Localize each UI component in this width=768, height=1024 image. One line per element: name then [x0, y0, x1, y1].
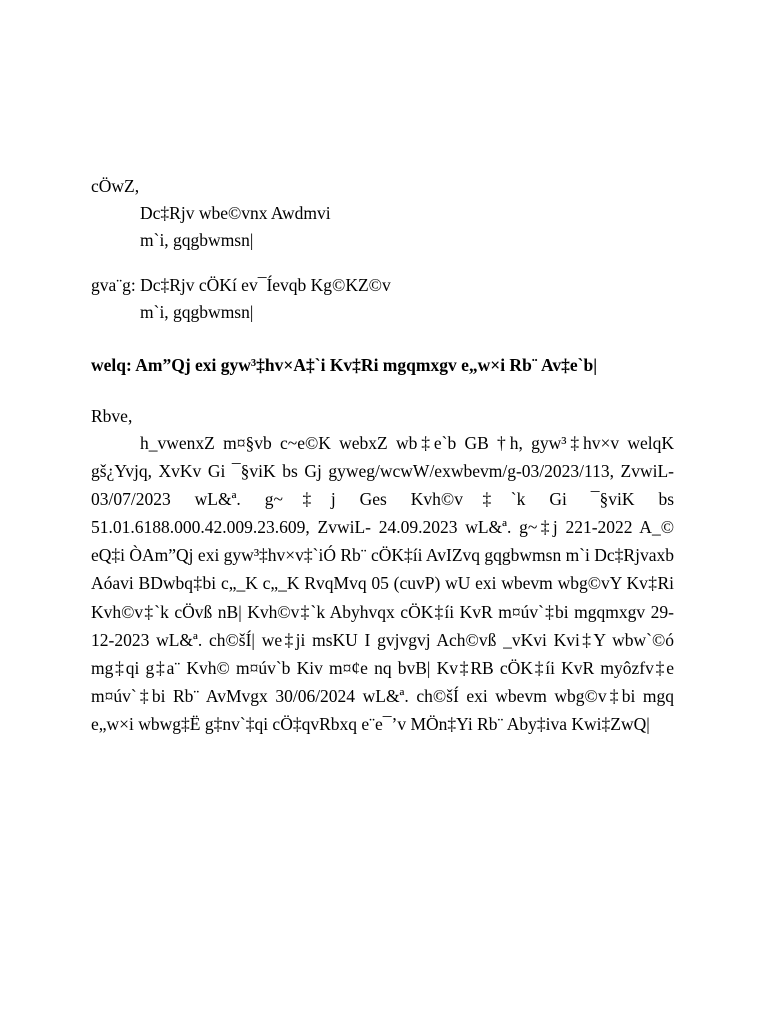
to-label: cÖwZ,	[91, 176, 140, 196]
via-line: gva¨g: Dc‡Rjv cÖKí ev¯Íevqb Kg©KZ©v	[91, 275, 391, 295]
body-paragraph: h_vwenxZ m¤§vb c~e©K webxZ wb‡e`b GB †h, gyw³‡hv×v welqK gš¿Yvjq, XvKv Gi ¯§viK bs Gj gyweg/wcwW/exwbevm/g-03/2023/113, ZvwiL-03/07/2023 wL&ª. g~‡j Ges Kvh©v‡`k Gi ¯§viK bs 51.01.6188.000.42.009.23.609, ZvwiL- 24.09.2023 wL&ª. g~‡j 221-2022 A_© eQ‡i ÒAm”Qj exi gyw³‡hv×v‡`iÓ Rb¨ cÖK‡íi AvIZvq gqgbwmsn m`i Dc‡Rjvaxb Aóavi BDwbq‡bi c„_K c„_K RvqMvq 05 (cuvP) wU exi wbevm wbg©vY Kv‡Ri Kvh©v‡`k cÖvß nB| Kvh©v‡`k Abyhvqx cÖK‡íi KvR m¤úv`‡bi mgqmxgv 29-12-2023 wL&ª. ch©šÍ| we‡ji msKU I gvjvgvj Ach©vß _vKvi Kvi‡Y wbw`©ó mg‡qi g‡a¨ Kvh© m¤úv`b Kiv m¤¢e nq bvB| Kv‡RB cÖK‡íi KvR myôzfv‡e m¤úv`‡bi Rb¨ AvMvgx 30/06/2024 wL&ª. ch©šÍ exi wbevm wbg©v‡bi mgq e„w×i wbwg‡Ë g‡nv`‡qi cÖ‡qvRbxq e¨e¯’v MÖn‡Yi Rb¨ Aby‡iva Kwi‡ZwQ|	[91, 433, 674, 734]
recipient-place: m`i, gqgbwmsn|	[140, 230, 254, 250]
via-place: m`i, gqgbwmsn|	[140, 302, 254, 322]
subject-line: welq: Am”Qj exi gyw³‡hv×A‡`i Kv‡Ri mgqmxgv e„w×i Rb¨ Av‡e`b|	[91, 355, 598, 375]
salutation: Rbve,	[91, 406, 133, 426]
recipient-title: Dc‡Rjv wbe©vnx Awdmvi	[140, 203, 331, 223]
